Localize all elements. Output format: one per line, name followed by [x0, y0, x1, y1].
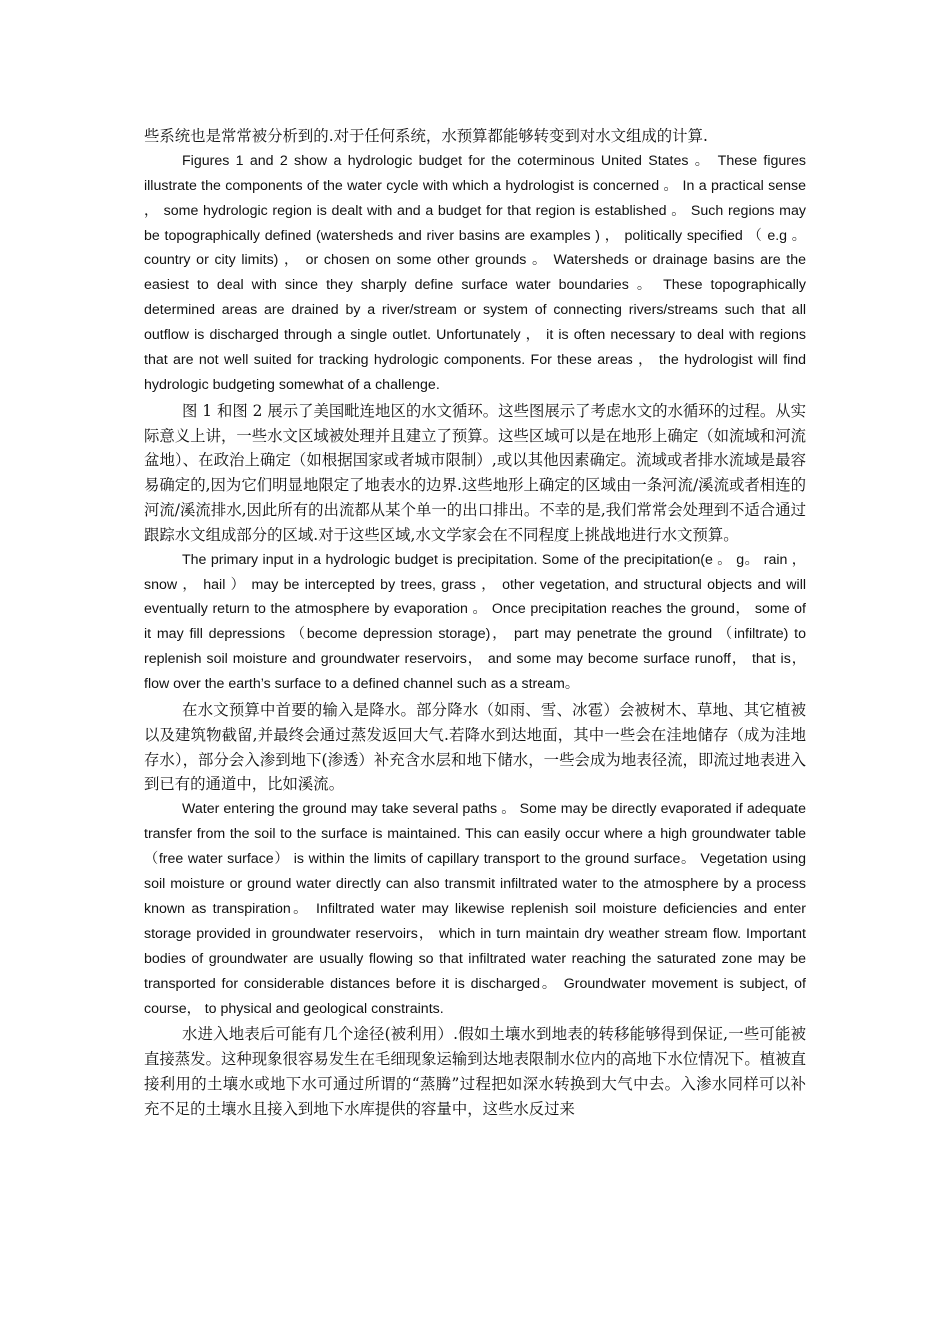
paragraph-zh-2: 图 1 和图 2 展示了美国毗连地区的水文循环。这些图展示了考虑水文的水循环的过程。从实际意义上讲，一些水文区域被处理并且建立了预算。这些区域可以是在地形上确定（如流域和河流盆地）、在政治上确定（如根据国家或者城市限制）,或以其他因素确定。流域或者排水流域是最容易确定的,因为它们明显地限定了地表水的边界.这些地形上确定的区域由一条河流/溪流或者相连的河流/溪流排水,因此所有的出流都从某个单一的出口排出。不幸的是,我们常常会处理到不适合通过跟踪水文组成部分的区域.对于这些区域,水文学家会在不同程度上挑战地进行水文预算。: [144, 401, 806, 544]
paragraph-en-2: The primary input in a hydrologic budget is precipitation. Some of the precipitation(e 。 g。 rain ， snow ， hail ） may be intercepted by trees, grass ， other vegetation, and structural objects and will eventually return to the atmosphere by evaporation 。 Once precipitation reaches the ground， some of it may fill depressions （become depression storage)， part may penetrate the ground （infiltrate) to replenish soil moisture and groundwater reservoirs， and some may become surface runoff， that is， flow over the earth’s surface to a defined channel such as a stream。: [144, 551, 806, 693]
document-page: [144, 124, 806, 1122]
paragraph-zh-3: 在水文预算中首要的输入是降水。部分降水（如雨、雪、冰雹）会被树木、草地、其它植被以及建筑物截留,并最终会通过蒸发返回大气.若降水到达地面，其中一些会在洼地储存（成为洼地存水），部分会入渗到地下(渗透）补充含水层和地下储水，一些会成为地表径流，即流过地表进入到已有的通道中，比如溪流。: [144, 701, 806, 794]
paragraph-zh-1: 些系统也是常常被分析到的.对于任何系统，水预算都能够转变到对水文组成的计算.: [144, 127, 708, 145]
paragraph-en-1: Figures 1 and 2 show a hydrologic budget for the coterminous United States 。 These figures illustrate the components of the water cycle with which a hydrologist is concerned 。 In a practical sense ， some hydrologic region is dealt with and a budget for that region is established 。 Such regions may be topographically defined (watersheds and river basins are examples ) ， politically specified （ e.g 。 country or city limits) ， or chosen on some other grounds 。 Watersheds or drainage basins are the easiest to deal with since they sharply define surface water boundaries 。 These topographically determined areas are drained by a river/stream or system of connecting rivers/streams such that all outflow is discharged through a single outlet. Unfortunately ， it is often necessary to deal with regions that are not well suited for tracking hydrologic components. For these areas ， the hydrologist will find hydrologic budgeting somewhat of a challenge.: [144, 152, 806, 393]
paragraph-zh-4: 水进入地表后可能有几个途径(被利用）.假如土壤水到地表的转移能够得到保证,一些可能被直接蒸发。这种现象很容易发生在毛细现象运输到达地表限制水位内的高地下水位情况下。植被直接利用的土壤水或地下水可通过所谓的“蒸腾”过程把如深水转换到大气中去。入渗水同样可以补充不足的土壤水且接入到地下水库提供的容量中，这些水反过来: [144, 1025, 806, 1118]
paragraph-en-3: Water entering the ground may take several paths 。 Some may be directly evaporated if adequate transfer from the soil to the surface is maintained. This can easily occur where a high groundwater table （free water surface） is within the limits of capillary transport to the ground surface。 Vegetation using soil moisture or ground water directly can also transmit infiltrated water to the atmosphere by a process known as transpiration。 Infiltrated water may likewise replenish soil moisture deficiencies and enter storage provided in groundwater reservoirs， which in turn maintain dry weather stream flow. Important bodies of groundwater are usually flowing so that infiltrated water reaching the saturated zone may be transported for considerable distances before it is discharged。 Groundwater movement is subject, of course， to physical and geological constraints.: [144, 801, 806, 1017]
